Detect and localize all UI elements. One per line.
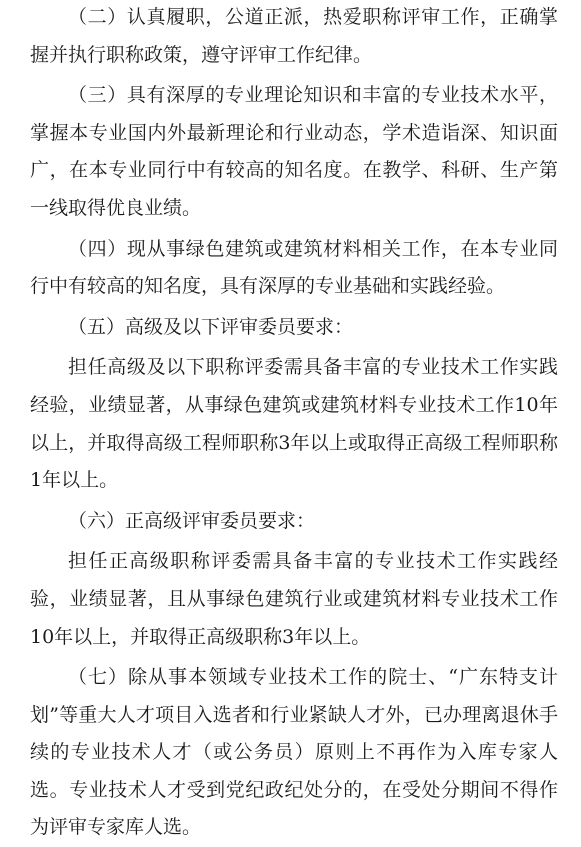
paragraph-7: （七）除从事本领域专业技术工作的院士、“广东特支计划”等重大人才项目入选者和行业紧缺人才外，已办理离退休手续的专业技术人才（或公务员）原则上不再作为入库专家人选。专业技术人才受到党纪政纪处分的，在受处分期间不得作为评审专家库人选。 <box>30 666 558 839</box>
paragraph-3: （三）具有深厚的专业理论知识和丰富的专业技术水平，掌握本专业国内外最新理论和行业动态，学术造诣深、知识面广，在本专业同行中有较高的知名度。在教学、科研、生产第一线取得优良业绩。 <box>30 84 558 219</box>
paragraph-2: （二）认真履职，公道正派，热爱职称评审工作，正确掌握并执行职称政策，遵守评审工作纪律。 <box>30 6 558 66</box>
document-page <box>30 0 558 839</box>
paragraph-6-body: 担任正高级职称评委需具备丰富的专业技术工作实践经验，业绩显著，且从事绿色建筑行业或建筑材料专业技术工作10年以上，并取得正高级职称3年以上。 <box>30 550 558 648</box>
paragraph-5-heading: （五）高级及以下评审委员要求： <box>68 315 354 338</box>
paragraph-4: （四）现从事绿色建筑或建筑材料相关工作，在本专业同行中有较高的知名度，具有深厚的专业基础和实践经验。 <box>30 237 558 298</box>
paragraph-6-heading: （六）正高级评审委员要求： <box>68 509 316 532</box>
paragraph-5-body: 担任高级及以下职称评委需具备丰富的专业技术工作实践经验，业绩显著，从事绿色建筑或建筑材料专业技术工作10年以上，并取得高级工程师职称3年以上或取得正高级工程师职称1年以上。 <box>30 356 558 492</box>
